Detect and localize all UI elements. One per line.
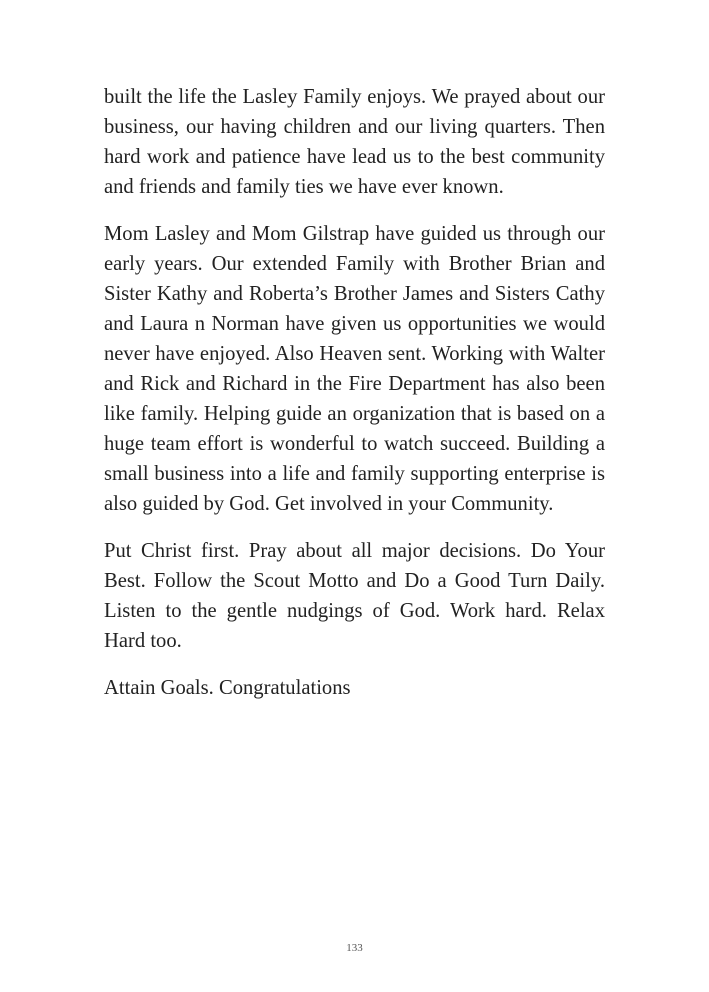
- paragraph-advice: Put Christ first. Pray about all major decisions. Do Your Best. Follow the Scout Motto and Do a Good Turn Daily. Listen to the gentle nudgings of God. Work hard. Relax Hard too.: [104, 540, 605, 652]
- paragraph-family-life: built the life the Lasley Family enjoys. We prayed about our business, our having children and our living quarters. Then hard work and patience have lead us to the best community and friends and family ties we have ever known.: [104, 86, 605, 198]
- paragraph-guidance: Mom Lasley and Mom Gilstrap have guided us through our early years. Our extended Family with Brother Brian and Sister Kathy and Roberta’s Brother James and Sisters Cathy and Laura n Norman have given us opportunities we would never have enjoyed. Also Heaven sent. Working with Walter and Rick and Richard in the Fire Department has also been like family. Helping guide an organization that is based on a huge team effort is wonderful to watch succeed. Building a small business into a life and family supporting enterprise is also guided by God. Get involved in your Community.: [104, 223, 605, 515]
- page-number: 133: [346, 942, 363, 954]
- paragraph-closing: Attain Goals. Congratulations: [104, 677, 351, 699]
- page-body: [104, 82, 605, 720]
